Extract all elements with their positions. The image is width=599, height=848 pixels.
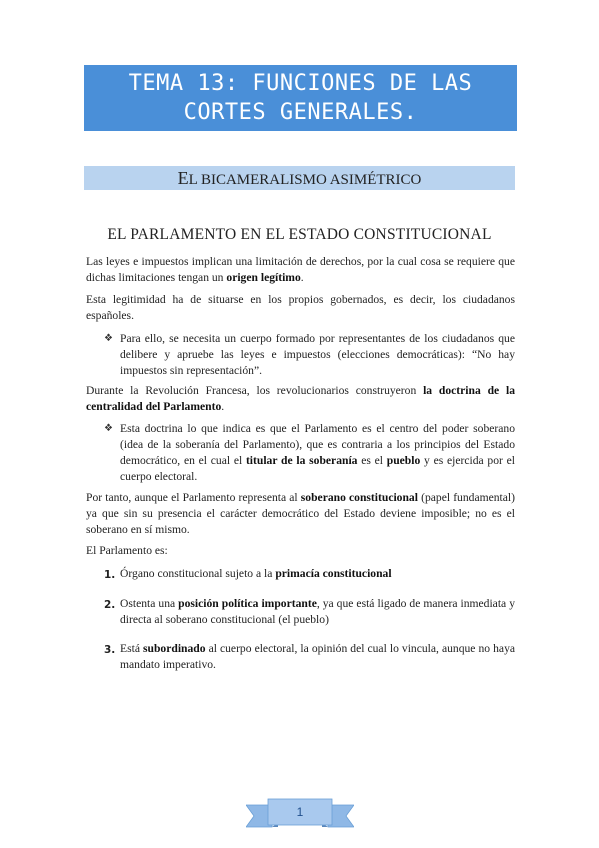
list-item-bold: posición política importante [178,597,317,610]
bullet-2 [120,421,515,485]
bullet-diamond-icon: ❖ [104,423,113,434]
bullet-2-text-3: y es ejercida por el cuerpo electoral. [120,454,515,483]
bullet-2-bold-2: pueblo [386,454,421,467]
list-number: 3. [104,644,116,656]
paragraph-1 [86,254,515,286]
bullet-2-bold-1: titular de la soberanía [245,454,358,467]
paragraph-4-text: Por tanto, aunque el Parlamento representa al [86,491,301,504]
list-item-text: Órgano constitucional sujeto a la [120,567,276,580]
list-item-end: , ya que está ligado de manera inmediata y directa al soberano constitucional (el pueblo) [120,597,515,626]
list-item [120,566,515,582]
list-item-bold: primacía constitucional [275,567,392,580]
paragraph-1-end: . [300,271,304,284]
paragraph-1-bold: origen legítimo [226,271,301,284]
list-number: 2. [104,599,116,611]
section-heading-initial: E [177,168,189,188]
list-item-text: Está [120,642,144,655]
list-number: 1. [104,569,116,581]
bullet-2-text-2: es el [357,454,387,467]
paragraph-1-text: Las leyes e impuestos implican una limitación de derechos, por la cual cosa se requiere que dichas limitaciones tengan un [86,255,515,284]
bullet-diamond-icon: ❖ [104,333,113,344]
title-text: TEMA 13: FUNCIONES DE LAS CORTES GENERALES. [128,71,473,125]
paragraph-5: El Parlamento es: [86,544,168,557]
paragraph-3-end: . [221,400,225,413]
paragraph-4-end: (papel fundamental) ya que sin su presencia el carácter democrático del Estado deviene imposible; no es el soberano en sí mismo. [86,491,515,536]
list-item [120,596,515,628]
paragraph-4-bold: soberano constitucional [300,491,418,504]
paragraph-4 [86,490,515,538]
paragraph-3 [86,383,515,415]
list-item-bold: subordinado [143,642,206,655]
paragraph-2: Esta legitimidad ha de situarse en los propios gobernados, es decir, los ciudadanos españoles. [86,293,515,322]
section-heading [84,166,515,190]
subheading: EL PARLAMENTO EN EL ESTADO CONSTITUCIONAL [107,226,492,243]
paragraph-3-text: Durante la Revolución Francesa, los revolucionarios construyeron [86,384,424,397]
bullet-2-text: Esta doctrina lo que indica es que el Parlamento es el centro del poder soberano (idea de la soberanía del Parlamento), que es contraria a los principios del Estado democrático, en el cual el [120,422,515,467]
list-item-end: al cuerpo electoral, la opinión del cual lo vincula, aunque no haya mandato imperativo. [120,642,516,671]
document-title [84,65,517,131]
list-item [120,641,515,673]
paragraph-3-bold: la doctrina de la centralidad del Parlamento [86,384,515,413]
bullet-1: Para ello, se necesita un cuerpo formado por representantes de los ciudadanos que delibere y apruebe las leyes e impuestos (elecciones democráticas): “No hay impuestos sin representación”. [120,332,515,377]
list-item-text: Ostenta una [120,597,179,610]
section-heading-text: L BICAMERALISMO ASIMÉTRICO [188,172,422,188]
page-number: 1 [296,805,304,819]
